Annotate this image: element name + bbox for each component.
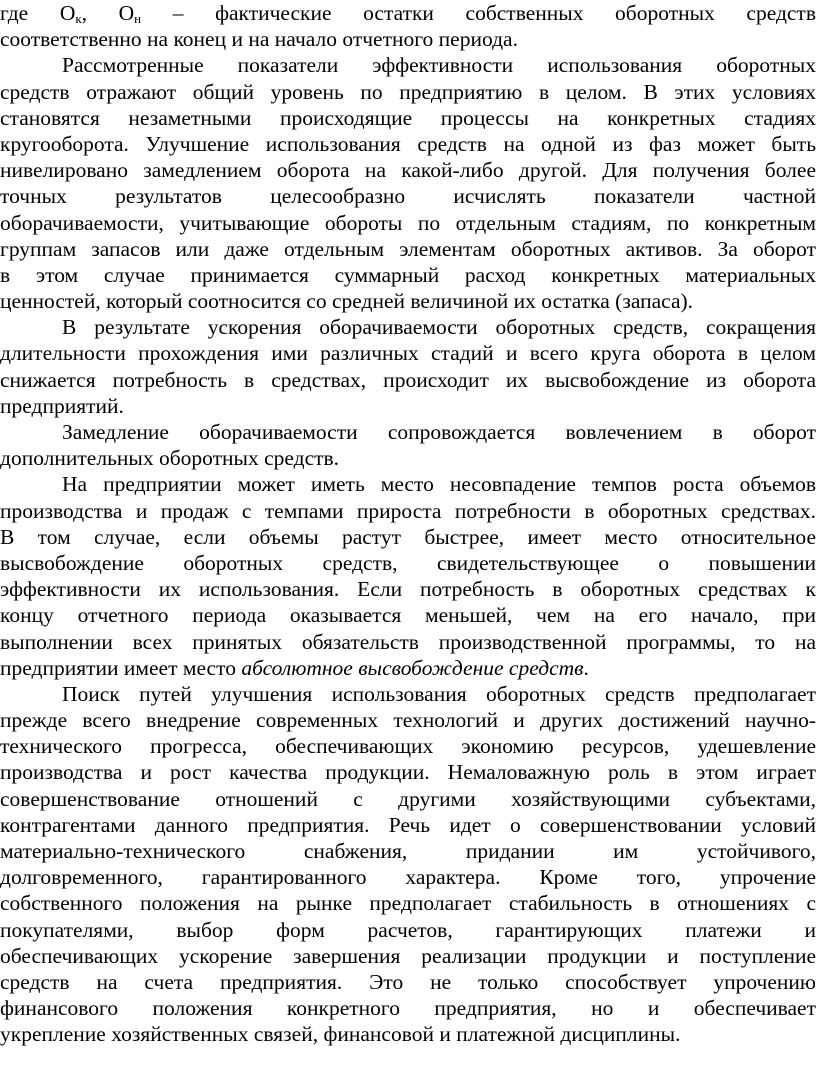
text-line: предприятий. <box>0 393 124 418</box>
text-line: высвобождение оборотных средств, свидетельствующее о повышении <box>0 550 816 575</box>
text-line: укрепление хозяйственных связей, финансовой и платежной дисциплины. <box>0 1022 681 1047</box>
text-line: дополнительных оборотных средств. <box>0 446 340 471</box>
text-line: ценностей, который соотносится со средней величиной их остатка (запаса). <box>0 289 694 314</box>
text-line: финансового положения конкретного предприятия, но и обеспечивает <box>0 996 816 1021</box>
text-line: технического прогресса, обеспечивающих экономию ресурсов, удешевление <box>0 734 816 759</box>
italic-term: абсолютное высвобождение средств <box>241 655 584 680</box>
text-line: прежде всего внедрение современных технологий и других достижений научно- <box>0 708 816 733</box>
intro-paragraph <box>0 0 816 52</box>
paragraph-5 <box>0 681 816 1048</box>
text-line: Замедление оборачиваемости сопровождается вовлечением в оборот <box>62 420 816 444</box>
text-line: точных результатов целесообразно исчислять показатели частной <box>0 184 816 209</box>
text-line: долговременного, гарантированного характера. Кроме того, упрочение <box>0 865 816 890</box>
text-line: оборачиваемости, учитывающие обороты по отдельным стадиям, по конкретным <box>0 210 816 235</box>
text-line: собственного положения на рынке предполагает стабильность в отношениях с <box>0 891 816 916</box>
text-line: материально-технического снабжения, придании им устойчивого, <box>0 839 816 863</box>
text-line: Поиск путей улучшения использования оборотных средств предполагает <box>62 681 816 706</box>
intro-line-2: соответственно на конец и на начало отчетного периода. <box>0 27 518 52</box>
text-line: средств отражают общий уровень по предприятию в целом. В этих условиях <box>0 79 816 104</box>
text-line: На предприятии может иметь место несовпадение темпов роста объемов <box>62 472 816 497</box>
text-line: средств на счета предприятия. Это не только способствует упрочению <box>0 969 816 994</box>
paragraph-3 <box>0 419 816 471</box>
paragraph-1 <box>0 52 816 314</box>
text-line: покупателями, выбор форм расчетов, гарантирующих платежи и <box>0 917 816 942</box>
intro-line-1: где $О_к$, $О_н$ – фактические остатки собственных оборотных средств <box>0 1 816 26</box>
text-line: производства и рост качества продукции. Немаловажную роль в этом играет <box>0 760 816 785</box>
text-line: группам запасов или даже отдельным элементам оборотных активов. За оборот <box>0 236 816 261</box>
text-line: снижается потребность в средствах, происходит их высвобождение из оборота <box>0 367 816 392</box>
text-line: В том случае, если объемы растут быстрее, имеет место относительное <box>0 524 816 549</box>
text-line: производства и продаж с темпами прироста потребности в оборотных средствах. <box>0 498 816 523</box>
paragraph-2 <box>0 314 816 419</box>
text-line: концу отчетного периода оказывается меньшей, чем на его начало, при <box>0 603 816 628</box>
text-line: выполнении всех принятых обязательств производственной программы, то на <box>0 629 816 654</box>
text-line: предприятии имеет место абсолютное высвобождение средств. <box>0 655 589 680</box>
text-line: контрагентами данного предприятия. Речь идет о совершенствовании условий <box>0 812 816 837</box>
text-line: Рассмотренные показатели эффективности использования оборотных <box>62 53 816 78</box>
text-line: совершенствование отношений с другими хозяйствующими субъектами, <box>0 786 816 811</box>
text-line: становятся незаметными происходящие процессы на конкретных стадиях <box>0 105 816 130</box>
text-line: В результате ускорения оборачиваемости оборотных средств, сокращения <box>62 315 816 340</box>
text-line: в этом случае принимается суммарный расход конкретных материальных <box>0 262 816 287</box>
text-line: эффективности их использования. Если потребность в оборотных средствах к <box>0 577 816 602</box>
text-line: длительности прохождения ими различных стадий и всего круга оборота в целом <box>0 341 816 366</box>
text-line: обеспечивающих ускорение завершения реализации продукции и поступление <box>0 943 816 968</box>
text-line: кругооборота. Улучшение использования средств на одной из фаз может быть <box>0 131 816 156</box>
paragraph-4 <box>0 471 816 681</box>
text-line: нивелировано замедлением оборота на какой-либо другой. Для получения более <box>0 158 816 183</box>
